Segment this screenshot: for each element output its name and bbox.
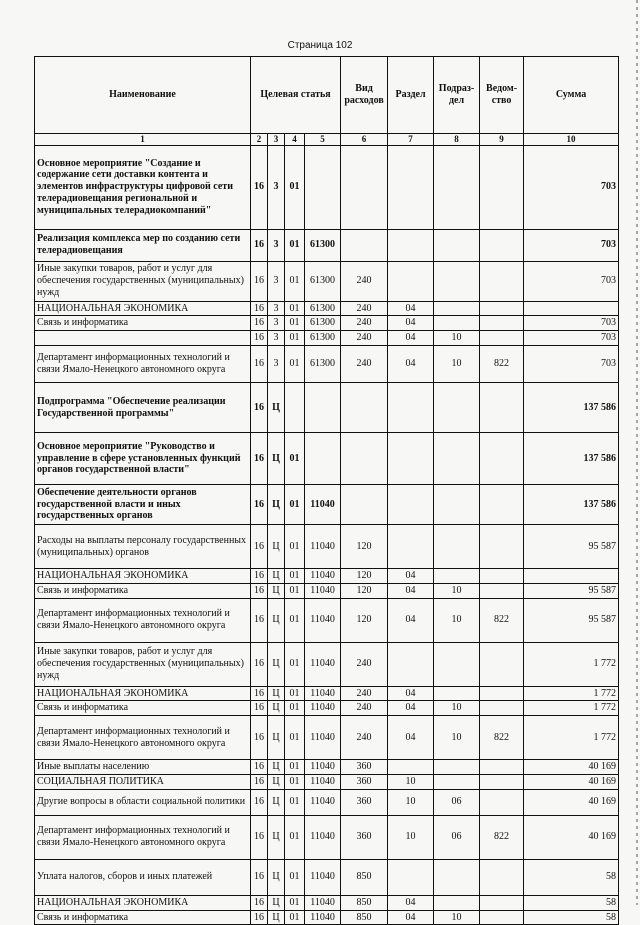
table-row	[35, 346, 619, 383]
cell-amount: 703	[524, 331, 619, 346]
cell-department	[480, 433, 524, 485]
cell-name: Департамент информационных технологий и связи Ямало-Ненецкого автономного округа	[35, 815, 251, 859]
cell-subsection	[434, 485, 480, 525]
cell-exp-type: 850	[341, 859, 388, 895]
cell-name: Реализация комплекса мер по созданию сети телерадиовещания	[35, 229, 251, 261]
column-number-row	[35, 134, 619, 146]
cell-section: 10	[388, 789, 434, 815]
cell-subsection	[434, 686, 480, 701]
cell-amount	[524, 569, 619, 584]
cell-name: Иные выплаты населению	[35, 760, 251, 775]
cell-target-event: 01	[285, 433, 305, 485]
cell-exp-type: 240	[341, 261, 388, 301]
cell-target-event: 01	[285, 895, 305, 910]
cell-department: 822	[480, 815, 524, 859]
cell-name: НАЦИОНАЛЬНАЯ ЭКОНОМИКА	[35, 895, 251, 910]
col-header-target: Целевая статья	[251, 57, 341, 134]
cell-exp-type: 850	[341, 895, 388, 910]
table-row	[35, 701, 619, 716]
cell-target-event: 01	[285, 525, 305, 569]
cell-target-code: 11040	[305, 895, 341, 910]
cell-name: Уплата налогов, сборов и иных платежей	[35, 859, 251, 895]
cell-name: НАЦИОНАЛЬНАЯ ЭКОНОМИКА	[35, 686, 251, 701]
cell-target-code: 11040	[305, 701, 341, 716]
cell-department	[480, 910, 524, 925]
cell-target-event: 01	[285, 346, 305, 383]
cell-department	[480, 331, 524, 346]
cell-department: 822	[480, 598, 524, 642]
cell-amount: 40 169	[524, 789, 619, 815]
cell-target-event: 01	[285, 716, 305, 760]
cell-section	[388, 261, 434, 301]
cell-amount: 703	[524, 316, 619, 331]
cell-section: 10	[388, 774, 434, 789]
table-row	[35, 598, 619, 642]
cell-target-program: 16	[251, 525, 268, 569]
cell-department	[480, 383, 524, 433]
cell-target-subprogram: 3	[268, 301, 285, 316]
cell-amount: 703	[524, 145, 619, 229]
cell-target-subprogram: Ц	[268, 569, 285, 584]
cell-section: 04	[388, 331, 434, 346]
cell-name: Основное мероприятие "Руководство и управление в сфере установленных функций органов государственной власти"	[35, 433, 251, 485]
table-row	[35, 716, 619, 760]
cell-exp-type	[341, 433, 388, 485]
cell-target-code: 61300	[305, 301, 341, 316]
table-row	[35, 859, 619, 895]
cell-amount: 58	[524, 895, 619, 910]
cell-amount: 137 586	[524, 433, 619, 485]
cell-target-code: 61300	[305, 331, 341, 346]
col-header-name: Наименование	[35, 57, 251, 134]
cell-target-code: 11040	[305, 583, 341, 598]
cell-name: СОЦИАЛЬНАЯ ПОЛИТИКА	[35, 774, 251, 789]
cell-exp-type: 240	[341, 316, 388, 331]
cell-name	[35, 331, 251, 346]
cell-target-program: 16	[251, 485, 268, 525]
cell-department	[480, 701, 524, 716]
cell-target-subprogram: Ц	[268, 789, 285, 815]
cell-target-event: 01	[285, 760, 305, 775]
cell-section: 04	[388, 598, 434, 642]
table-row	[35, 145, 619, 229]
cell-target-subprogram: 3	[268, 331, 285, 346]
cell-target-code: 11040	[305, 525, 341, 569]
col-number: 2	[251, 134, 268, 146]
cell-target-subprogram: Ц	[268, 433, 285, 485]
cell-target-subprogram: Ц	[268, 583, 285, 598]
cell-subsection: 10	[434, 910, 480, 925]
cell-amount	[524, 301, 619, 316]
cell-target-event	[285, 383, 305, 433]
table-row	[35, 642, 619, 686]
table-row	[35, 815, 619, 859]
cell-department	[480, 485, 524, 525]
cell-target-program: 16	[251, 346, 268, 383]
cell-exp-type: 240	[341, 642, 388, 686]
col-header-department: Ведом-ство	[480, 57, 524, 134]
table-row	[35, 789, 619, 815]
cell-target-event: 01	[285, 789, 305, 815]
cell-section: 04	[388, 301, 434, 316]
cell-target-code: 11040	[305, 859, 341, 895]
cell-amount: 58	[524, 910, 619, 925]
cell-amount: 95 587	[524, 583, 619, 598]
cell-name: Иные закупки товаров, работ и услуг для обеспечения государственных (муниципальных) нужд	[35, 261, 251, 301]
cell-exp-type: 240	[341, 701, 388, 716]
cell-subsection	[434, 642, 480, 686]
cell-target-code: 61300	[305, 261, 341, 301]
cell-target-program: 16	[251, 774, 268, 789]
cell-target-subprogram: 3	[268, 261, 285, 301]
cell-name: Подпрограмма "Обеспечение реализации Государственной программы"	[35, 383, 251, 433]
cell-target-code	[305, 383, 341, 433]
cell-target-subprogram: 3	[268, 145, 285, 229]
table-row	[35, 261, 619, 301]
cell-target-code: 11040	[305, 815, 341, 859]
cell-department: 822	[480, 716, 524, 760]
cell-amount: 1 772	[524, 642, 619, 686]
cell-section	[388, 229, 434, 261]
cell-section	[388, 760, 434, 775]
cell-target-program: 16	[251, 331, 268, 346]
cell-department	[480, 583, 524, 598]
page-header: Страница 102	[287, 40, 353, 51]
cell-department	[480, 642, 524, 686]
cell-target-program: 16	[251, 145, 268, 229]
cell-target-code: 61300	[305, 316, 341, 331]
cell-subsection	[434, 433, 480, 485]
cell-section	[388, 642, 434, 686]
cell-subsection: 10	[434, 701, 480, 716]
cell-target-subprogram: Ц	[268, 485, 285, 525]
cell-subsection	[434, 760, 480, 775]
cell-subsection	[434, 229, 480, 261]
cell-name: Связь и информатика	[35, 910, 251, 925]
cell-amount: 1 772	[524, 701, 619, 716]
cell-target-code: 11040	[305, 569, 341, 584]
cell-target-code: 11040	[305, 642, 341, 686]
cell-amount: 95 587	[524, 525, 619, 569]
cell-department	[480, 525, 524, 569]
cell-subsection	[434, 525, 480, 569]
cell-target-code: 61300	[305, 229, 341, 261]
cell-target-program: 16	[251, 859, 268, 895]
table-row	[35, 525, 619, 569]
table-row	[35, 316, 619, 331]
cell-target-subprogram: Ц	[268, 642, 285, 686]
cell-exp-type: 240	[341, 301, 388, 316]
cell-department	[480, 301, 524, 316]
cell-subsection: 10	[434, 331, 480, 346]
cell-amount: 703	[524, 229, 619, 261]
cell-section: 04	[388, 316, 434, 331]
cell-target-subprogram: 3	[268, 346, 285, 383]
cell-target-subprogram: Ц	[268, 598, 285, 642]
cell-target-subprogram: 3	[268, 229, 285, 261]
cell-amount: 40 169	[524, 815, 619, 859]
cell-subsection	[434, 569, 480, 584]
table-row	[35, 910, 619, 925]
cell-department	[480, 895, 524, 910]
cell-department	[480, 261, 524, 301]
cell-section: 04	[388, 583, 434, 598]
cell-target-subprogram: Ц	[268, 859, 285, 895]
cell-name: Связь и информатика	[35, 583, 251, 598]
cell-target-subprogram: Ц	[268, 525, 285, 569]
budget-table	[34, 56, 619, 925]
cell-target-code: 11040	[305, 716, 341, 760]
cell-amount: 95 587	[524, 598, 619, 642]
cell-section	[388, 485, 434, 525]
cell-target-code	[305, 145, 341, 229]
cell-exp-type: 120	[341, 583, 388, 598]
cell-exp-type: 120	[341, 525, 388, 569]
cell-name: Другие вопросы в области социальной политики	[35, 789, 251, 815]
cell-name: НАЦИОНАЛЬНАЯ ЭКОНОМИКА	[35, 569, 251, 584]
table-row	[35, 583, 619, 598]
cell-target-event: 01	[285, 774, 305, 789]
cell-target-event: 01	[285, 815, 305, 859]
cell-subsection	[434, 859, 480, 895]
cell-name: Расходы на выплаты персоналу государственных (муниципальных) органов	[35, 525, 251, 569]
cell-subsection	[434, 145, 480, 229]
cell-section: 04	[388, 346, 434, 383]
cell-target-code: 11040	[305, 598, 341, 642]
cell-target-subprogram: Ц	[268, 910, 285, 925]
table-row	[35, 686, 619, 701]
table-row	[35, 895, 619, 910]
cell-target-program: 16	[251, 701, 268, 716]
cell-exp-type: 360	[341, 774, 388, 789]
cell-target-event: 01	[285, 569, 305, 584]
cell-target-event: 01	[285, 229, 305, 261]
cell-section	[388, 525, 434, 569]
cell-department	[480, 789, 524, 815]
cell-target-event: 01	[285, 642, 305, 686]
cell-target-event: 01	[285, 910, 305, 925]
cell-exp-type: 240	[341, 346, 388, 383]
scan-edge-artifact	[636, 0, 638, 905]
cell-target-code: 11040	[305, 910, 341, 925]
cell-department	[480, 569, 524, 584]
cell-subsection: 10	[434, 598, 480, 642]
cell-target-event: 01	[285, 145, 305, 229]
cell-department: 822	[480, 346, 524, 383]
cell-exp-type: 240	[341, 686, 388, 701]
cell-name: Департамент информационных технологий и связи Ямало-Ненецкого автономного округа	[35, 598, 251, 642]
cell-exp-type: 360	[341, 760, 388, 775]
cell-subsection: 06	[434, 815, 480, 859]
cell-department	[480, 859, 524, 895]
cell-subsection	[434, 301, 480, 316]
table-body	[35, 145, 619, 925]
cell-section: 10	[388, 815, 434, 859]
cell-target-program: 16	[251, 583, 268, 598]
cell-section	[388, 859, 434, 895]
cell-exp-type: 240	[341, 716, 388, 760]
col-header-subsection: Подраз-дел	[434, 57, 480, 134]
cell-department	[480, 316, 524, 331]
cell-name: Обеспечение деятельности органов государственной власти и иных государственных органов	[35, 485, 251, 525]
cell-subsection	[434, 261, 480, 301]
cell-target-program: 16	[251, 433, 268, 485]
cell-amount: 137 586	[524, 485, 619, 525]
cell-target-code: 61300	[305, 346, 341, 383]
cell-amount: 137 586	[524, 383, 619, 433]
cell-target-event: 01	[285, 859, 305, 895]
cell-target-code	[305, 433, 341, 485]
cell-target-subprogram: Ц	[268, 716, 285, 760]
cell-target-program: 16	[251, 789, 268, 815]
cell-subsection	[434, 774, 480, 789]
col-header-amount: Сумма	[524, 57, 619, 134]
col-number: 9	[480, 134, 524, 146]
table-row	[35, 569, 619, 584]
cell-target-subprogram: Ц	[268, 895, 285, 910]
cell-section: 04	[388, 569, 434, 584]
col-number: 7	[388, 134, 434, 146]
cell-exp-type	[341, 485, 388, 525]
cell-target-program: 16	[251, 760, 268, 775]
cell-target-program: 16	[251, 598, 268, 642]
col-number: 10	[524, 134, 619, 146]
cell-target-subprogram: Ц	[268, 686, 285, 701]
cell-section: 04	[388, 686, 434, 701]
cell-target-program: 16	[251, 261, 268, 301]
cell-amount: 40 169	[524, 774, 619, 789]
cell-department	[480, 686, 524, 701]
col-number: 4	[285, 134, 305, 146]
cell-department	[480, 774, 524, 789]
cell-target-program: 16	[251, 686, 268, 701]
cell-target-program: 16	[251, 910, 268, 925]
cell-target-code: 11040	[305, 760, 341, 775]
cell-section	[388, 433, 434, 485]
cell-target-program: 16	[251, 229, 268, 261]
cell-exp-type	[341, 383, 388, 433]
table-row	[35, 433, 619, 485]
cell-exp-type: 360	[341, 789, 388, 815]
cell-target-code: 11040	[305, 686, 341, 701]
table-row	[35, 760, 619, 775]
cell-exp-type	[341, 229, 388, 261]
cell-department	[480, 145, 524, 229]
table-row	[35, 229, 619, 261]
cell-name: Связь и информатика	[35, 701, 251, 716]
table-row	[35, 301, 619, 316]
cell-section	[388, 383, 434, 433]
cell-target-subprogram: Ц	[268, 383, 285, 433]
cell-subsection: 10	[434, 346, 480, 383]
table-row	[35, 485, 619, 525]
cell-target-program: 16	[251, 383, 268, 433]
cell-target-program: 16	[251, 569, 268, 584]
cell-target-subprogram: Ц	[268, 760, 285, 775]
cell-subsection: 06	[434, 789, 480, 815]
cell-department	[480, 760, 524, 775]
cell-target-program: 16	[251, 716, 268, 760]
cell-amount: 703	[524, 346, 619, 383]
cell-department	[480, 229, 524, 261]
cell-exp-type: 120	[341, 598, 388, 642]
cell-section	[388, 145, 434, 229]
col-header-section: Раздел	[388, 57, 434, 134]
cell-subsection	[434, 383, 480, 433]
col-number: 8	[434, 134, 480, 146]
cell-section: 04	[388, 895, 434, 910]
cell-target-event: 01	[285, 583, 305, 598]
cell-name: Основное мероприятие "Создание и содержание сети доставки контента и элементов инфраструктуры цифровой сети телерадиовещания региональной и муниципальных телерадиокомпаний"	[35, 145, 251, 229]
cell-target-code: 11040	[305, 485, 341, 525]
cell-target-program: 16	[251, 316, 268, 331]
cell-target-event: 01	[285, 316, 305, 331]
cell-section: 04	[388, 701, 434, 716]
col-number: 3	[268, 134, 285, 146]
cell-target-program: 16	[251, 895, 268, 910]
table-row	[35, 331, 619, 346]
cell-target-program: 16	[251, 815, 268, 859]
cell-target-event: 01	[285, 331, 305, 346]
cell-exp-type: 240	[341, 331, 388, 346]
cell-amount: 1 772	[524, 686, 619, 701]
cell-target-subprogram: Ц	[268, 815, 285, 859]
cell-target-event: 01	[285, 301, 305, 316]
cell-target-subprogram: Ц	[268, 701, 285, 716]
table-row	[35, 774, 619, 789]
cell-section: 04	[388, 716, 434, 760]
cell-target-code: 11040	[305, 774, 341, 789]
table-row	[35, 383, 619, 433]
cell-name: НАЦИОНАЛЬНАЯ ЭКОНОМИКА	[35, 301, 251, 316]
cell-subsection: 10	[434, 583, 480, 598]
cell-target-event: 01	[285, 686, 305, 701]
cell-target-subprogram: 3	[268, 316, 285, 331]
cell-subsection: 10	[434, 716, 480, 760]
cell-target-event: 01	[285, 485, 305, 525]
cell-target-event: 01	[285, 598, 305, 642]
cell-name: Иные закупки товаров, работ и услуг для обеспечения государственных (муниципальных) нужд	[35, 642, 251, 686]
cell-amount: 58	[524, 859, 619, 895]
cell-target-program: 16	[251, 642, 268, 686]
cell-name: Департамент информационных технологий и связи Ямало-Ненецкого автономного округа	[35, 716, 251, 760]
cell-amount: 703	[524, 261, 619, 301]
cell-subsection	[434, 316, 480, 331]
cell-exp-type: 360	[341, 815, 388, 859]
cell-target-event: 01	[285, 701, 305, 716]
cell-exp-type	[341, 145, 388, 229]
cell-section: 04	[388, 910, 434, 925]
cell-exp-type: 120	[341, 569, 388, 584]
header-row	[35, 57, 619, 134]
cell-target-program: 16	[251, 301, 268, 316]
cell-target-subprogram: Ц	[268, 774, 285, 789]
cell-name: Связь и информатика	[35, 316, 251, 331]
col-header-exp-type: Вид расходов	[341, 57, 388, 134]
col-number: 1	[35, 134, 251, 146]
cell-exp-type: 850	[341, 910, 388, 925]
col-number: 6	[341, 134, 388, 146]
cell-name: Департамент информационных технологий и связи Ямало-Ненецкого автономного округа	[35, 346, 251, 383]
cell-amount: 1 772	[524, 716, 619, 760]
cell-target-event: 01	[285, 261, 305, 301]
cell-subsection	[434, 895, 480, 910]
col-number: 5	[305, 134, 341, 146]
cell-target-code: 11040	[305, 789, 341, 815]
cell-amount: 40 169	[524, 760, 619, 775]
